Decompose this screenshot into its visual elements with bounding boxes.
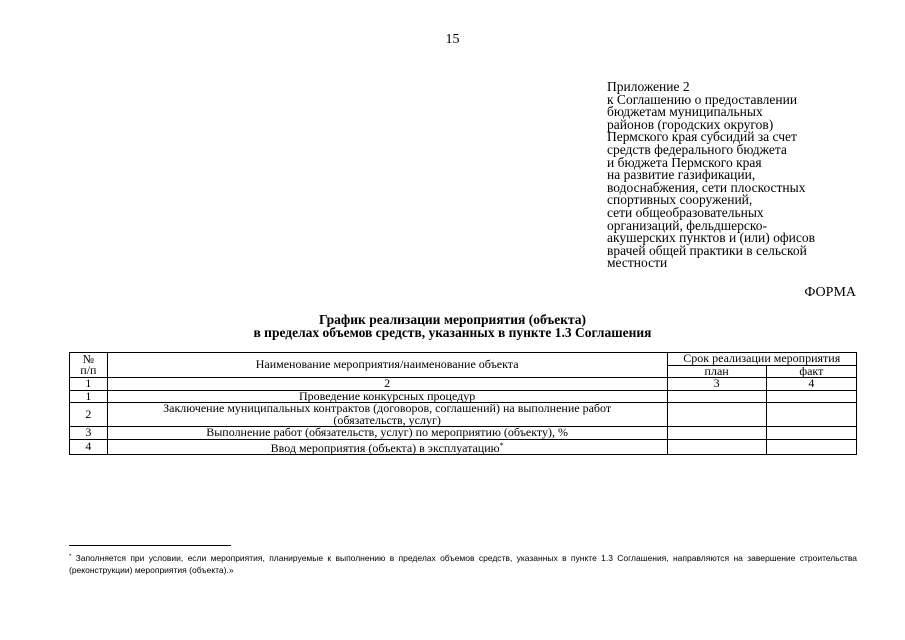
header-term-cell: Срок реализации мероприятия xyxy=(667,353,856,366)
appendix-line: бюджетам муниципальных xyxy=(607,104,763,120)
appendix-line: Пермского края субсидий за счет xyxy=(607,129,797,145)
appendix-line: средств федерального бюджета xyxy=(607,141,787,157)
index-cell: 2 xyxy=(107,378,667,391)
appendix-line: и бюджета Пермского края xyxy=(607,154,762,170)
page-number: 15 xyxy=(445,32,460,47)
schedule-title-line: в пределах объемов средств, указанных в пункте 1.3 Соглашения xyxy=(253,325,652,340)
index-cell: 4 xyxy=(766,378,856,391)
footnote-text: Заполняется при условии, если мероприятия, планируемые к выполнению в пределах объемов средств, указанных в пункте 1.3 Соглашения, направляются на завершение строительства (реконструкции) мероприятия (объекта).» xyxy=(69,553,857,575)
appendix-line: сети общеобразовательных xyxy=(607,204,764,220)
header-plan-cell: план xyxy=(667,365,766,378)
appendix-line: акушерских пунктов и (или) офисов xyxy=(607,230,815,246)
appendix-line: врачей общей практики в сельской xyxy=(607,242,807,258)
schedule-table xyxy=(69,352,857,455)
header-fact-cell: факт xyxy=(766,365,856,378)
index-cell: 1 xyxy=(70,378,108,391)
table-row xyxy=(70,439,857,455)
row-number: 2 xyxy=(70,403,108,427)
row-fact xyxy=(766,403,856,427)
header-number-abbr: п/п xyxy=(80,363,97,377)
appendix-line: Приложение 2 xyxy=(607,79,690,94)
row-number: 3 xyxy=(70,427,108,440)
row-plan xyxy=(667,390,766,403)
appendix-line: на развитие газификации, xyxy=(607,167,756,183)
row-number: 4 xyxy=(70,439,108,455)
index-cell: 3 xyxy=(667,378,766,391)
form-label: ФОРМА xyxy=(804,285,856,300)
row-fact xyxy=(766,439,856,455)
footnote-reference: * xyxy=(499,440,504,450)
footnote xyxy=(69,551,857,576)
row-plan xyxy=(667,427,766,440)
table-row xyxy=(70,427,857,440)
row-number: 1 xyxy=(70,390,108,403)
header-number-cell xyxy=(70,353,108,378)
row-name-text: Ввод мероприятия (объекта) в эксплуатацию xyxy=(270,440,500,455)
header-number-symbol: № xyxy=(82,351,95,366)
footnote-separator xyxy=(69,545,231,546)
row-plan xyxy=(667,403,766,427)
row-plan xyxy=(667,439,766,455)
appendix-line: водоснабжения, сети плоскостных xyxy=(607,179,806,195)
footnote-marker: * xyxy=(69,554,72,560)
appendix-line: к Соглашению о предоставлении xyxy=(607,91,798,107)
row-name: Заключение муниципальных контрактов (договоров, соглашений) на выполнение работ (обязательств, услуг) xyxy=(107,403,667,427)
appendix-line: спортивных сооружений, xyxy=(607,192,753,208)
row-name xyxy=(107,439,667,455)
table-header-row xyxy=(70,353,857,366)
appendix-line: районов (городских округов) xyxy=(607,116,774,132)
header-name-cell: Наименование мероприятия/наименование объекта xyxy=(107,353,667,378)
row-fact xyxy=(766,390,856,403)
appendix-header xyxy=(607,81,857,270)
row-name: Проведение конкурсных процедур xyxy=(107,390,667,403)
row-fact xyxy=(766,427,856,440)
schedule-title-line: График реализации мероприятия (объекта) xyxy=(318,312,587,327)
table-row xyxy=(70,403,857,427)
appendix-line: местности xyxy=(607,255,668,271)
schedule-title xyxy=(0,313,905,339)
row-name: Выполнение работ (обязательств, услуг) по мероприятию (объекту), % xyxy=(107,427,667,440)
appendix-line: организаций, фельдшерско- xyxy=(607,217,767,233)
